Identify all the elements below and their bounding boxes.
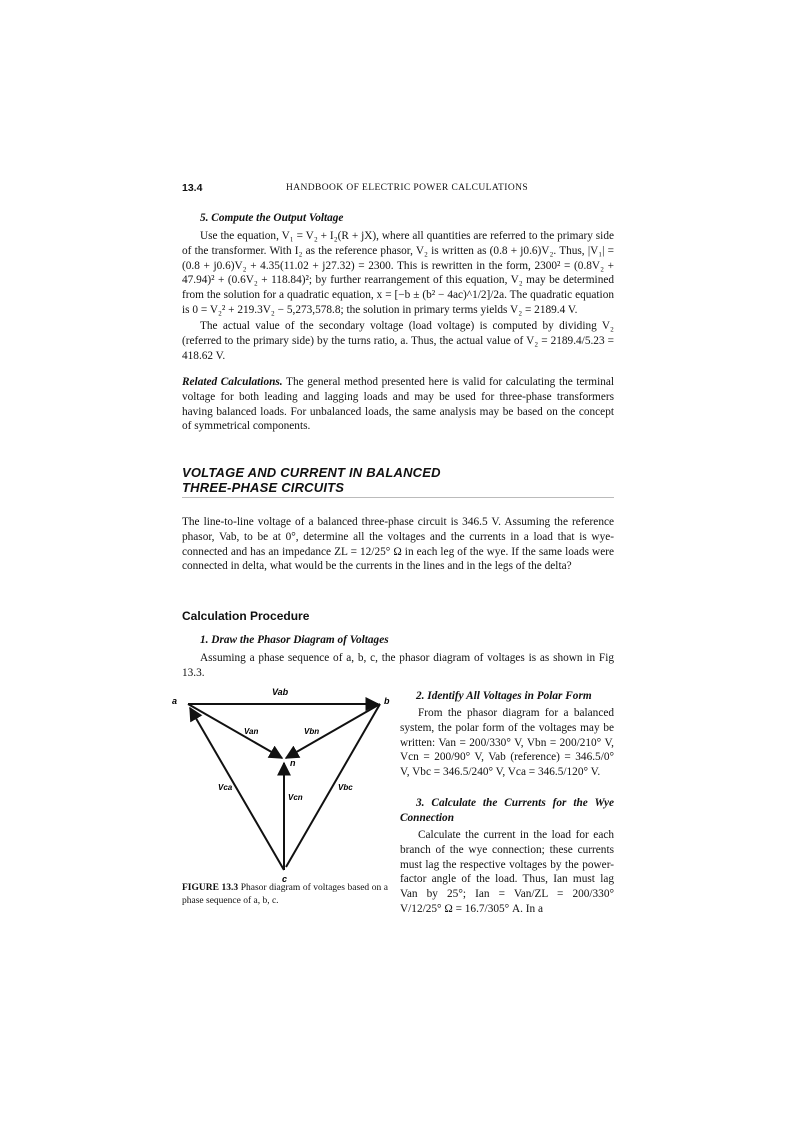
vbn-label: Vbn [304,727,320,736]
section-title [182,465,441,495]
step3-heading: 3. Calculate the Currents for the Wye Connection [400,797,614,824]
van-phasor [188,704,282,758]
running-title: HANDBOOK OF ELECTRIC POWER CALCULATIONS [286,183,529,193]
vbc-label: Vbc [338,783,353,792]
section-rule [182,497,614,498]
related-text: The general method presented here is valid for calculating the terminal voltage for both leading and lagging loads and may be used for three-phase transformers having balanced loads. For unbalanced loads, the same analysis may be based on the concept of symmetrical components. [182,376,615,433]
page-number: 13.4 [182,182,203,194]
calculation-procedure-heading: Calculation Procedure [182,609,310,623]
node-b-label: b [384,696,390,706]
van-label: Van [244,727,259,736]
step2-heading: 2. Identify All Voltages in Polar Form [416,690,592,702]
node-n-label: n [290,758,296,768]
figure-caption-label: FIGURE 13.3 [182,883,239,893]
related-calculations [182,375,614,434]
step1-heading: 1. Draw the Phasor Diagram of Voltages [200,634,389,646]
section-title-line-1: VOLTAGE AND CURRENT IN BALANCED [182,465,441,480]
step5-heading: 5. Compute the Output Voltage [200,212,344,224]
step3-text: Calculate the current in the load for each branch of the wye connection; these currents must lag the respective voltages by the power-factor angle of the load. Thus, Ian must lag Van by 25°; Ian = Van/ZL = 200/330° V/12/25° Ω = 16.7/305° A. In a [400,829,614,915]
vca-label: Vca [218,783,233,792]
step2-text: From the phasor diagram for a balanced system, the polar form of the voltages may be written: Van = 200/330° V, Vbn = 200/210° V, Vcn = 200/90° V, Vab (reference) = 346.5/0° V, Vbc = 346.5/240° V, Vca = 346.5/120° V. [400,707,614,779]
related-label: Related Calculations. [182,376,283,388]
figure-caption [182,882,388,907]
vcn-label: Vcn [288,793,303,802]
problem-statement: The line-to-line voltage of a balanced three-phase circuit is 346.5 V. Assuming the reference phasor, Vab, to be at 0°, determine all the voltages and the currents in a load that is wye-connected and has an impedance ZL = 12/25° Ω in each leg of the wye. If the same loads were connected in delta, what would be the currents in the lines and in the legs of the delta? [182,516,614,573]
vbn-phasor [286,704,380,758]
vbc-phasor [286,704,380,867]
section-title-line-2: THREE-PHASE CIRCUITS [182,480,345,495]
step5-paragraph-2: The actual value of the secondary voltage (load voltage) is computed by dividing V₂ (referred to the primary side) by the turns ratio, a. Thus, the actual value of V₂ = 2189.4/5.23 = 418.62 V. [182,320,614,362]
phasor-diagram [172,682,396,884]
vab-label: Vab [272,687,289,697]
step5-paragraph-1: Use the equation, V₁ = V₂ + I₂(R + jX), where all quantities are referred to the primary side of the transformer. With I₂ as the reference phasor, V₂ is written as (0.8 + j0.6)V₂. Thus, |V₁| = (0.8 + j0.6)V₂ + 4.35(11.02 + j27.32) = 2300. This is rewritten in the form, 2300² = (0.8V₂ + 47.94)² + (0.6V₂ + 118.84)²; by further rearrangement of this equation, V₂ may be determined from the solution for a quadratic equation, x = [−b ± (b² − 4ac)^1/2]/2a. The quadratic equation is 0 = V₂² + 219.3V₂ − 5,273,578.8; the solution in primary terms yields V₂ = 2189.4 V. [182,230,614,316]
figure-caption-text: Phasor diagram of voltages based on a phase sequence of a, b, c. [182,883,389,906]
step1-text: Assuming a phase sequence of a, b, c, the phasor diagram of voltages is as shown in Fig 13.3. [182,652,614,679]
node-c-label: c [282,874,288,884]
node-a-label: a [172,696,178,706]
